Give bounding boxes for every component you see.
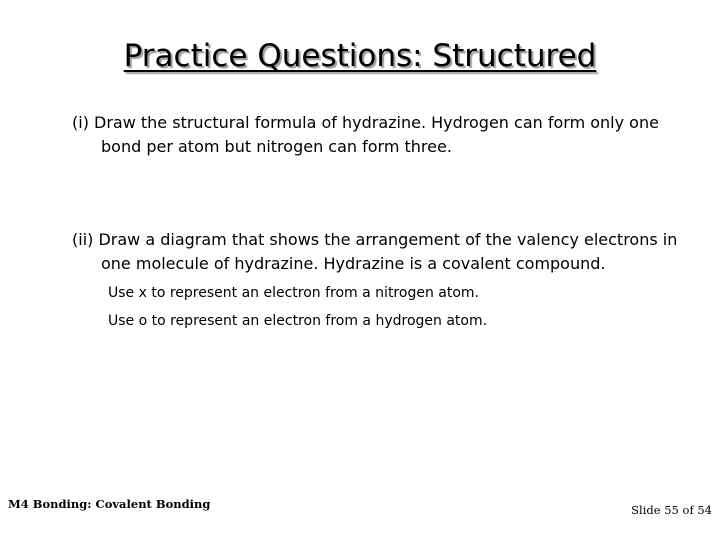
slide-title [0, 36, 720, 76]
question-1 [72, 111, 702, 159]
footer-slide-number: Slide 55 of 54 [631, 503, 712, 517]
question-2 [72, 228, 702, 276]
slide-title-text: Practice Questions: Structured [123, 38, 597, 74]
question-2-line-2: one molecule of hydrazine. Hydrazine is a covalent compound. [101, 254, 606, 273]
note-hydrogen-electron: Use o to represent an electron from a hydrogen atom. [108, 313, 488, 329]
question-2-line-1: (ii) Draw a diagram that shows the arrangement of the valency electrons in [72, 230, 678, 249]
note-nitrogen-electron: Use x to represent an electron from a nitrogen atom. [108, 285, 479, 301]
footer-topic: M4 Bonding: Covalent Bonding [8, 497, 211, 511]
question-1-line-1: (i) Draw the structural formula of hydrazine. Hydrogen can form only one [72, 113, 659, 132]
question-1-line-2: bond per atom but nitrogen can form three. [101, 137, 452, 156]
